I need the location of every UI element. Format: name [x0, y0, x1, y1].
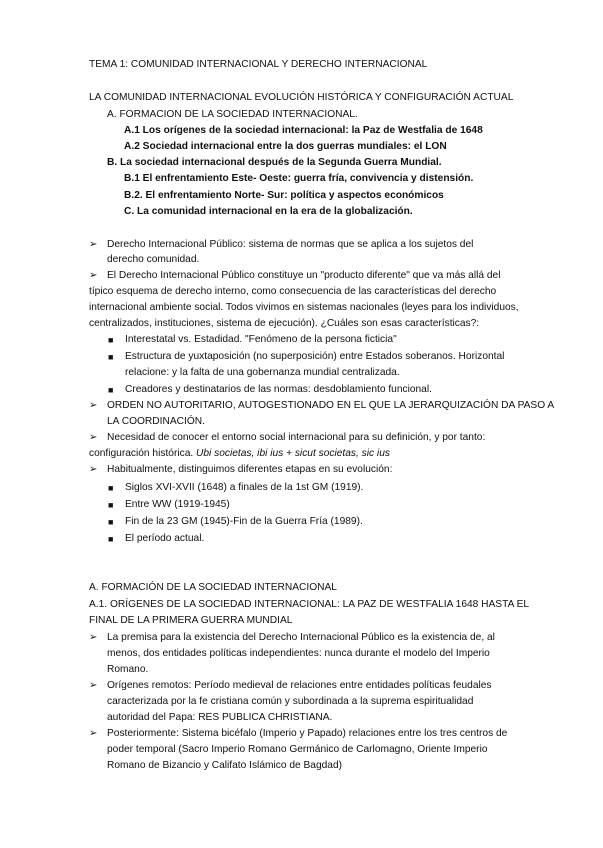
square-bullet-icon: ■ [108, 517, 114, 527]
outline-item-a1: A.1 Los orígenes de la sociedad internacional: la Paz de Westfalia de 1648 [124, 125, 483, 136]
latin-maxim: Ubi societas, ibi ius + sicut societas, sic ius [196, 448, 390, 459]
paragraph-1-line3: Romano. [107, 664, 149, 675]
arrow-bullet-icon: ➢ [89, 432, 98, 443]
square-bullet-icon: ■ [108, 352, 114, 362]
arrow-bullet-icon: ➢ [89, 680, 98, 691]
subsection-heading-line1: A.1. ORÍGENES DE LA SOCIEDAD INTERNACIONAL: LA PAZ DE WESTFALIA 1648 HASTA EL [89, 599, 530, 610]
stage-item-2: Entre WW (1919-1945) [125, 499, 230, 510]
outline-item-a2: A.2 Sociedad internacional entre la dos guerras mundiales: el LON [124, 141, 447, 152]
outline-item-b: B. La sociedad internacional después de la Segunda Guerra Mundial. [107, 157, 442, 168]
arrow-bullet-icon: ➢ [89, 728, 98, 739]
bullet-orden-line1: ORDEN NO AUTORITARIO, AUTOGESTIONADO EN EL QUE LA JERARQUIZACIÓN DA PASO A [107, 400, 555, 411]
outline-item-b1: B.1 El enfrentamiento Este- Oeste: guerra fría, convivencia y distensión. [124, 173, 474, 184]
sub-item-1: Interestatal vs. Estadidad. "Fenómeno de la persona ficticia" [125, 334, 397, 345]
bullet-nec-line2 [89, 447, 390, 461]
outline-item-b2: B.2. El enfrentamiento Norte- Sur: política y aspectos económicos [124, 190, 444, 201]
bullet-dip-line1: Derecho Internacional Público: sistema de normas que se aplica a los sujetos del [107, 239, 474, 250]
arrow-bullet-icon: ➢ [89, 632, 98, 643]
arrow-bullet-icon: ➢ [89, 270, 98, 281]
stage-item-3: Fin de la 23 GM (1945)-Fin de la Guerra Fría (1989). [125, 516, 363, 527]
bullet-prod-line1: El Derecho Internacional Público constituye un "producto diferente" que va más allá del [107, 270, 501, 281]
paragraph-3-line3: Romano de Bizancio y Califato Islámico de Bagdad) [107, 760, 343, 771]
bullet-dip-line2: derecho comunidad. [107, 254, 200, 265]
outline-item-c: C. La comunidad internacional en la era de la globalización. [124, 206, 413, 217]
outline-heading: LA COMUNIDAD INTERNACIONAL EVOLUCIÓN HISTÓRICA Y CONFIGURACIÓN ACTUAL [89, 92, 514, 103]
paragraph-3-line1: Posteriormente: Sistema bicéfalo (Imperio y Papado) relaciones entre los tres centros de [107, 728, 508, 739]
sub-item-2-line1: Estructura de yuxtaposición (no superposición) entre Estados soberanos. Horizontal [125, 351, 505, 362]
bullet-prod-line2: típico esquema de derecho interno, como consecuencia de las características del derecho [89, 286, 497, 297]
bullet-prod-line3: internacional ambiente social. Todos vivimos en sistemas nacionales (leyes para los individuos, [89, 302, 519, 313]
square-bullet-icon: ■ [108, 500, 114, 510]
stage-item-1: Siglos XVI-XVII (1648) a finales de la 1st GM (1919). [125, 482, 364, 493]
paragraph-2-line3: autoridad del Papa: RES PUBLICA CHRISTIANA. [107, 712, 333, 723]
stage-item-4: El período actual. [125, 533, 205, 544]
bullet-prod-line4: centralizados, instituciones, sistema de ejecución). ¿Cuáles son esas características?: [89, 318, 480, 329]
paragraph-1-line1: La premisa para la existencia del Derecho Internacional Público es la existencia de, al [107, 632, 495, 643]
sub-item-3: Creadores y destinatarios de las normas: desdoblamiento funcional. [125, 384, 432, 395]
bullet-nec-line1: Necesidad de conocer el entorno social internacional para su definición, y por tanto: [107, 432, 486, 443]
subsection-heading-line2: FINAL DE LA PRIMERA GUERRA MUNDIAL [89, 615, 293, 626]
sub-item-2-line2: relacione: y la falta de una gobernanza mundial centralizada. [125, 367, 400, 378]
bullet-nec-text: configuración histórica. [89, 448, 197, 459]
paragraph-2-line1: Orígenes remotos: Período medieval de relaciones entre entidades políticas feudales [107, 680, 492, 691]
outline-item-a: A. FORMACION DE LA SOCIEDAD INTERNACIONAL. [107, 109, 358, 120]
bullet-orden-line2: LA COORDINACIÓN. [107, 416, 205, 427]
arrow-bullet-icon: ➢ [89, 239, 98, 250]
square-bullet-icon: ■ [108, 483, 114, 493]
bullet-hab: Habitualmente, distinguimos diferentes etapas en su evolución: [107, 464, 393, 475]
square-bullet-icon: ■ [108, 534, 114, 544]
paragraph-3-line2: poder temporal (Sacro Imperio Romano Germánico de Carlomagno, Oriente Imperio [107, 744, 488, 755]
paragraph-2-line2: caracterizada por la fe cristiana común y subordinada a la suprema espiritualidad [107, 696, 474, 707]
arrow-bullet-icon: ➢ [89, 400, 98, 411]
arrow-bullet-icon: ➢ [89, 464, 98, 475]
paragraph-1-line2: menos, dos entidades políticas independientes: nunca durante el modelo del Imperio [107, 648, 490, 659]
section-heading: A. FORMACIÓN DE LA SOCIEDAD INTERNACIONAL [89, 582, 337, 593]
square-bullet-icon: ■ [108, 335, 114, 345]
square-bullet-icon: ■ [108, 385, 114, 395]
document-title: TEMA 1: COMUNIDAD INTERNACIONAL Y DERECHO INTERNACIONAL [89, 59, 428, 70]
